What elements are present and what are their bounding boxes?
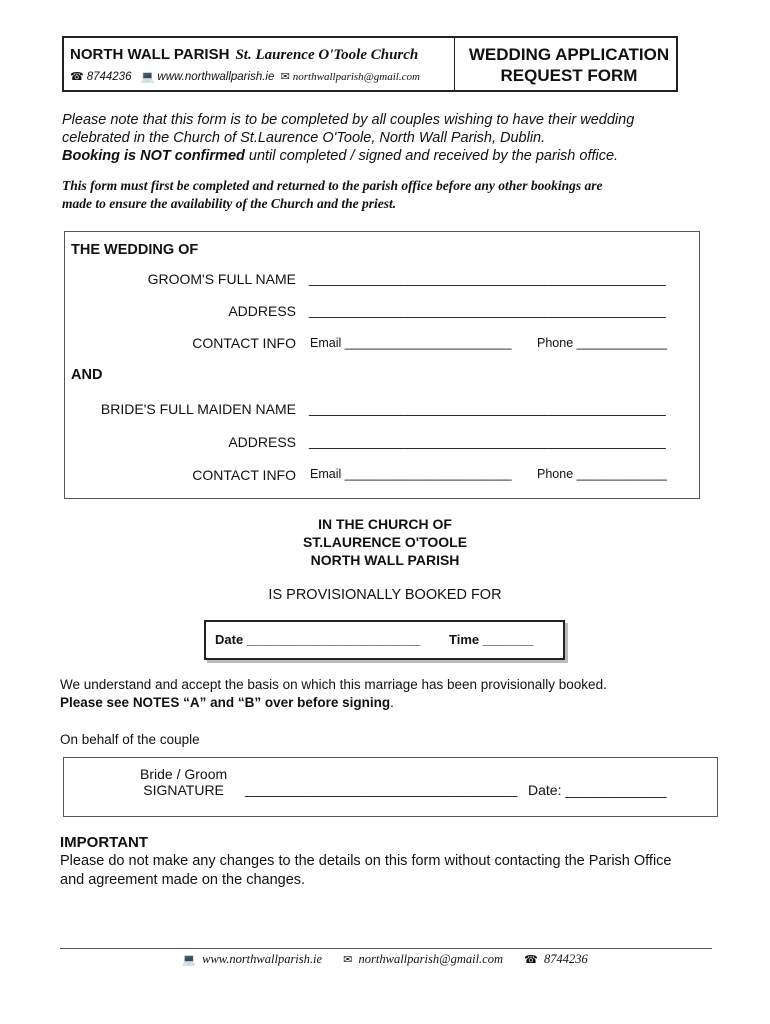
footer-website: www.northwallparish.ie (202, 952, 323, 966)
groom-address-label: ADDRESS (228, 303, 296, 319)
bride-email-field[interactable]: Email ________________________ (310, 467, 512, 481)
understand-text: We understand and accept the basis on which this marriage has been provisionally booked. (60, 677, 607, 692)
notes-text-end: . (390, 695, 394, 710)
church-line3: NORTH WALL PARISH (310, 552, 460, 568)
header-parish (70, 46, 418, 64)
header-email: northwallparish@gmail.com (292, 71, 420, 83)
intro-line3 (62, 147, 712, 165)
bride-address-field[interactable]: _______________________________________________ (309, 433, 666, 449)
footer (0, 952, 770, 967)
intro-line2: celebrated in the Church of St.Laurence O'Toole, North Wall Parish, Dublin. (62, 130, 546, 146)
booking-date-box (204, 620, 565, 660)
bride-phone-field[interactable]: Phone _____________ (537, 467, 667, 481)
bride-contact-label: CONTACT INFO (192, 467, 296, 483)
church-name: St. Laurence O'Toole Church (235, 47, 419, 63)
important-line2: and agreement made on the changes. (60, 872, 306, 888)
phone-icon: ☎ (524, 954, 538, 966)
wedding-heading: THE WEDDING OF (71, 242, 199, 258)
church-line1: IN THE CHURCH OF (318, 516, 452, 532)
signature-date-field[interactable]: Date: _____________ (528, 782, 667, 798)
intro-line1: Please note that this form is to be completed by all couples wishing to have their wedding (62, 112, 635, 128)
computer-icon: 💻 (140, 71, 155, 83)
booking-time-field[interactable]: Time _______ (449, 632, 534, 647)
groom-email-field[interactable]: Email ________________________ (310, 336, 512, 350)
notice-line2: made to ensure the availability of the Church and the priest. (62, 196, 397, 211)
booking-date-field[interactable]: Date ________________________ (215, 632, 421, 647)
bride-address-label: ADDRESS (228, 434, 296, 450)
form-title-line2: REQUEST FORM (500, 66, 638, 85)
groom-name-field[interactable]: _______________________________________________ (309, 270, 666, 286)
form-title-line1: WEDDING APPLICATION (468, 45, 670, 64)
groom-address-field[interactable]: _______________________________________________ (309, 302, 666, 318)
notes-text (60, 695, 394, 710)
signature-label (140, 766, 227, 798)
and-heading: AND (71, 367, 103, 383)
phone-icon: ☎ (70, 71, 84, 83)
computer-icon: 💻 (182, 954, 196, 966)
header-divider (454, 38, 455, 90)
important-heading: IMPORTANT (60, 834, 149, 851)
important-text (60, 852, 720, 890)
envelope-icon: ✉ (343, 954, 353, 966)
booking-not-confirmed: Booking is NOT confirmed (62, 148, 245, 164)
signature-field[interactable]: ___________________________________ (245, 781, 518, 797)
bride-name-field[interactable]: _______________________________________________ (309, 400, 666, 416)
provisionally-booked-label: IS PROVISIONALLY BOOKED FOR (268, 587, 502, 603)
header-contact (70, 70, 420, 83)
footer-email: northwallparish@gmail.com (358, 952, 504, 966)
envelope-icon: ✉ (280, 71, 290, 83)
signature-label-line1: Bride / Groom (140, 766, 228, 782)
important-line1: Please do not make any changes to the details on this form without contacting the Parish Office (60, 853, 672, 869)
intro-line3-rest: until completed / signed and received by the parish office. (244, 148, 619, 164)
footer-phone: 8744236 (543, 952, 588, 966)
notice-line1: This form must first be completed and returned to the parish office before any other bookings are (62, 178, 603, 193)
intro-text (62, 111, 712, 165)
footer-rule (60, 948, 712, 949)
form-title (462, 44, 676, 86)
bride-name-label: BRIDE'S FULL MAIDEN NAME (100, 401, 296, 417)
notes-text-main: Please see NOTES “A” and “B” over before signing (60, 695, 391, 710)
signature-label-line2: SIGNATURE (143, 782, 224, 798)
groom-name-label: GROOM'S FULL NAME (147, 271, 296, 287)
church-block (0, 515, 770, 569)
groom-phone-field[interactable]: Phone _____________ (537, 336, 667, 350)
notice-text (62, 177, 712, 213)
header-phone: 8744236 (86, 71, 132, 83)
header-website: www.northwallparish.ie (157, 71, 275, 83)
church-line2: ST.LAURENCE O'TOOLE (302, 534, 468, 550)
groom-contact-label: CONTACT INFO (192, 335, 296, 351)
behalf-text: On behalf of the couple (60, 732, 200, 747)
parish-name: NORTH WALL PARISH (70, 46, 230, 63)
